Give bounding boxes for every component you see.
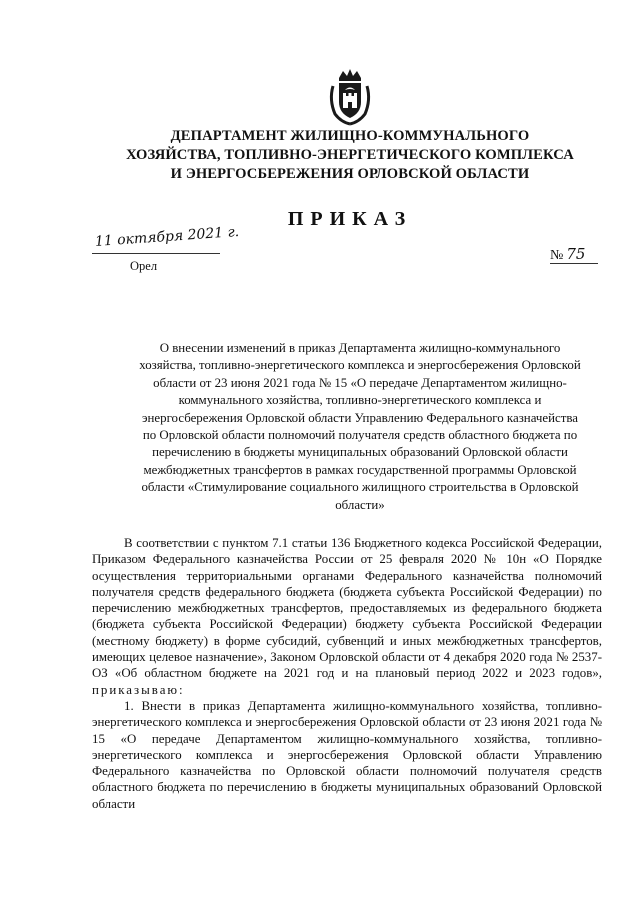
department-line: И ЭНЕРГОСБЕРЕЖЕНИЯ ОРЛОВСКОЙ ОБЛАСТИ bbox=[170, 166, 530, 182]
subject-line: энергосбережения Орловской области Управлению Федерального казначейства bbox=[141, 410, 579, 425]
order-subject bbox=[100, 340, 620, 514]
subject-line: О внесении изменений в приказ Департамента жилищно-коммунального bbox=[159, 341, 561, 355]
body-paragraph bbox=[92, 535, 602, 698]
order-word: приказываю: bbox=[92, 682, 185, 697]
body-paragraph: 1. Внести в приказ Департамента жилищно-коммунального хозяйства, топливно-энергетического комплекса и энергосбережения Орловской области от 23 июня 2021 года № 15 «О передаче Департаментом жилищно-коммунального хозяйства, топливно-энергетического комплекса и энергосбережения Орловской области Управлению Федерального казначейства по Орловской области полномочий получателя средств областного бюджета по перечислению в бюджеты муниципальных образований Орловской области bbox=[92, 698, 602, 811]
orel-coat-of-arms-icon bbox=[327, 68, 373, 126]
subject-line: перечислению в бюджеты муниципальных образований Орловской области bbox=[152, 445, 568, 460]
subject-line: области «Стимулирование социального жилищного строительства в Орловской bbox=[141, 480, 579, 495]
department-line: ХОЗЯЙСТВА, ТОПЛИВНО-ЭНЕРГЕТИЧЕСКОГО КОМПЛЕКСА bbox=[126, 147, 574, 163]
department-line: ДЕПАРТАМЕНТ ЖИЛИЩНО-КОММУНАЛЬНОГО bbox=[170, 128, 530, 144]
order-body bbox=[92, 535, 602, 812]
number-sign: № bbox=[550, 248, 564, 263]
order-city: Орел bbox=[130, 259, 158, 273]
date-underline bbox=[92, 253, 220, 254]
preamble-text: В соответствии с пунктом 7.1 статьи 136 Бюджетного кодекса Российской Федерации, Приказом Федерального казначейства России от 25 февраля 2020 № 10н «О Порядке осуществления территориальными органами Федерального казначейства полномочий получателя средств федерального бюджета (бюджета субъекта Российской Федерации) по перечислению межбюджетных трансфертов, предоставляемых из федерального бюджета (бюджета субъекта Российской Федерации) бюджету субъекта Российской Федерации (местному бюджету) в форме субсидий, субвенций и иных межбюджетных трансфертов, имеющих целевое назначение», Законом Орловской области от 4 декабря 2020 года № 2537-ОЗ «Об областном бюджете на 2021 год и на плановый период 2022 и 2023 годов», bbox=[92, 536, 602, 681]
subject-line: области от 23 июня 2021 года № 15 «О передаче Департаментом жилищно- bbox=[153, 375, 567, 390]
order-number bbox=[550, 245, 585, 264]
department-name bbox=[100, 127, 600, 184]
subject-line: по Орловской области полномочий получателя средств областного бюджета по bbox=[142, 428, 578, 443]
order-number-value: 75 bbox=[566, 245, 586, 263]
order-date: 11 октября 2021 г. bbox=[94, 223, 240, 250]
subject-line: хозяйства, топливно-энергетического комплекса и энергосбережения Орловской bbox=[139, 358, 581, 373]
subject-line: межбюджетных трансфертов в рамках государственной программы Орловской bbox=[143, 462, 577, 477]
number-underline bbox=[550, 263, 598, 264]
subject-line: коммунального хозяйства, топливно-энергетического комплекса и bbox=[178, 393, 542, 408]
subject-line: области» bbox=[335, 497, 385, 512]
order-title: ПРИКАЗ bbox=[287, 208, 413, 230]
